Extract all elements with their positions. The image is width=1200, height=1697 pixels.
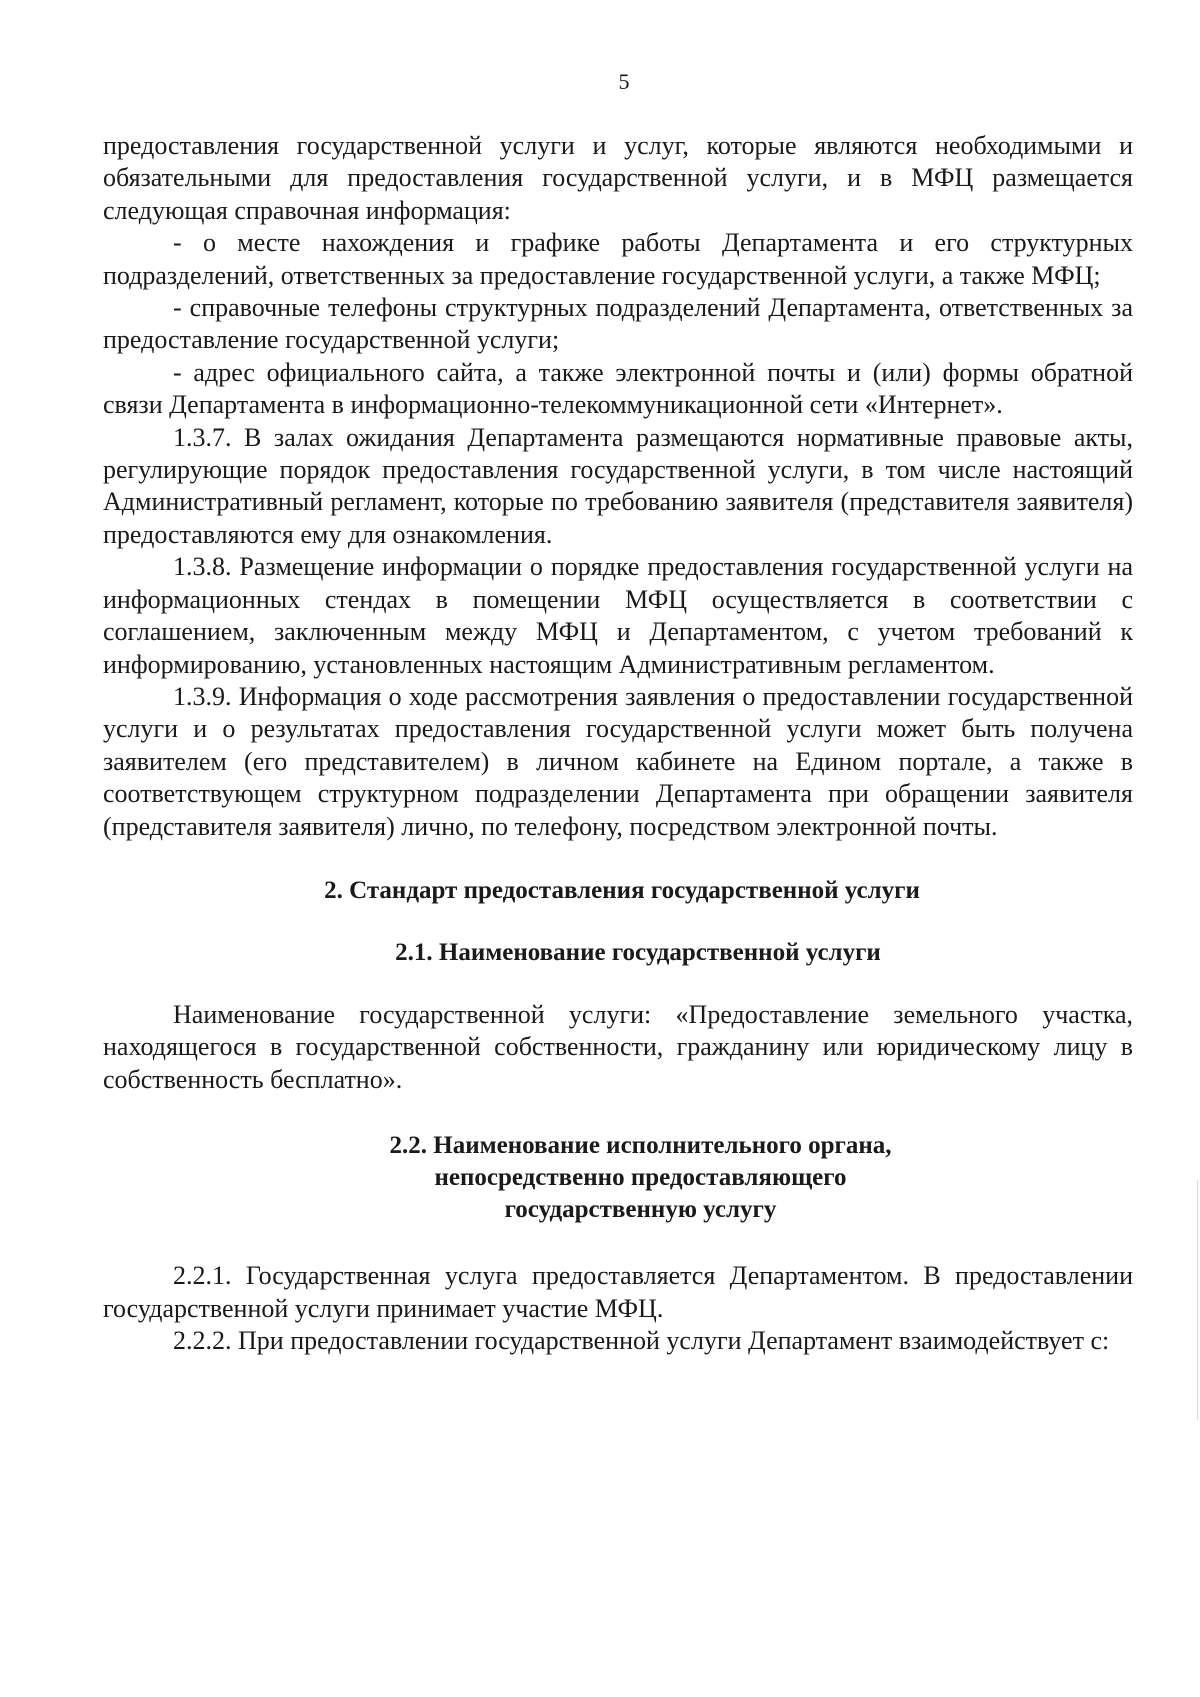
clause-1-3-8: 1.3.8. Размещение информации о порядке предоставления государственной услуги на информационных стендах в помещении МФЦ осуществляется в соответствии с соглашением, заключенным между МФЦ и Департаментом, с учетом требований к информированию, установленных настоящим Административным регламентом. (103, 552, 1133, 679)
list-item-website: - адрес официального сайта, а также электронной почты и (или) формы обратной связи Департамента в информационно-телекоммуникационной сети «Интернет». (103, 357, 1133, 420)
section-2-2-heading-line-2: непосредственно предоставляющего (434, 1164, 847, 1192)
section-2-1-heading: 2.1. Наименование государственной услуги (395, 938, 881, 966)
page-number: 5 (618, 69, 630, 94)
section-2-2-heading-line-3: государственную услугу (504, 1196, 777, 1224)
list-item-location: - о месте нахождения и графике работы Департамента и его структурных подразделений, ответственных за предоставление государственной услуги, а также МФЦ; (103, 228, 1133, 290)
clause-2-2-1: 2.2.1. Государственная услуга предоставляется Департаментом. В предоставлении государственной услуги принимает участие МФЦ. (103, 1261, 1133, 1323)
document-page (103, 70, 1133, 1357)
clause-1-3-7: 1.3.7. В залах ожидания Департамента размещаются нормативные правовые акты, регулирующие порядок предоставления государственной услуги, в том числе настоящий Административный регламент, которые по требованию заявителя (представителя заявителя) предоставляются ему для ознакомления. (103, 422, 1133, 549)
clause-2-2-2: 2.2.2. При предоставлении государственной услуги Департамент взаимодействует с: (173, 1325, 1110, 1355)
paragraph-continuation: предоставления государственной услуги и услуг, которые являются необходимыми и обязательными для предоставления государственной услуги, и в МФЦ размещается следующая справочная информация: (103, 131, 1133, 225)
clause-1-3-9: 1.3.9. Информация о ходе рассмотрения заявления о предоставлении государственной услуги и о результатах предоставления государственной услуги может быть получена заявителем (его представителем) в личном кабинете на Едином портале, а также в соответствующем структурном подразделении Департамента при обращении заявителя (представителя заявителя) лично, по телефону, посредством электронной почты. (103, 681, 1133, 841)
section-2-2-heading (148, 1130, 1133, 1226)
section-2-2-heading-line-1: 2.2. Наименование исполнительного органа, (389, 1132, 892, 1160)
scan-edge-mark (1197, 1180, 1198, 1420)
list-item-phones: - справочные телефоны структурных подразделений Департамента, ответственных за предоставление государственной услуги; (103, 293, 1133, 355)
section-2-heading: 2. Стандарт предоставления государственной услуги (324, 876, 920, 904)
service-name-paragraph: Наименование государственной услуги: «Предоставление земельного участка, находящегося в государственной собственности, гражданину или юридическому лицу в собственность бесплатно». (103, 999, 1133, 1094)
